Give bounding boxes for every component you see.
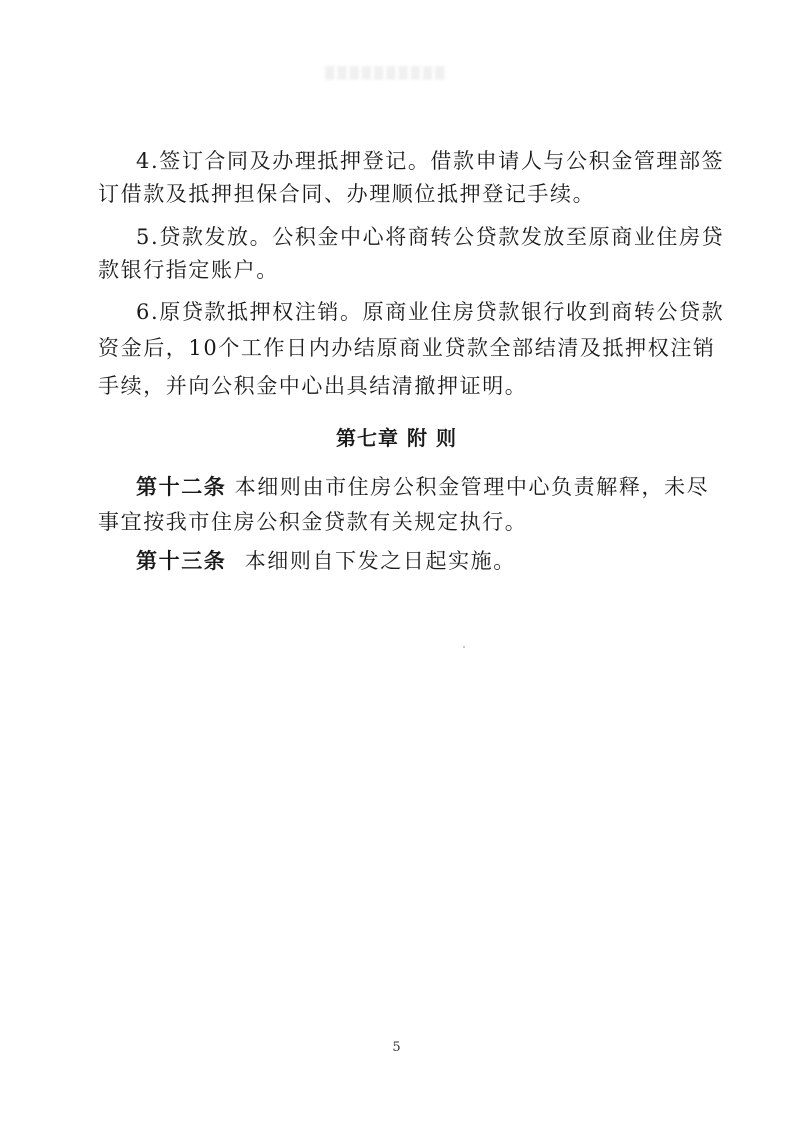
- faint-header-bleed: ▓▓▓▓▓▓▓▓▓▓: [325, 66, 448, 80]
- scan-speck: [463, 646, 465, 648]
- article12-line1: [136, 473, 710, 501]
- article12-text: 本细则由市住房公积金管理中心负责解释，未尽: [234, 475, 710, 499]
- item4-line2: 订借款及抵押担保合同、办理顺位抵押登记手续。: [98, 182, 596, 206]
- item6-line1: 6.原贷款抵押权注销。原商业住房贷款银行收到商转公贷款: [136, 300, 725, 324]
- article13-line: [136, 547, 516, 575]
- chapter-heading: 第七章 附 则: [336, 426, 457, 450]
- item6-line2: 资金后，10个工作日内办结原商业贷款全部结清及抵押权注销: [98, 336, 716, 360]
- article13-label: 第十三条: [136, 549, 227, 573]
- item5-line2: 款银行指定账户。: [98, 258, 279, 282]
- article12-label: 第十二条: [136, 475, 227, 499]
- item4-line1: 4.签订合同及办理抵押登记。借款申请人与公积金管理部签: [136, 149, 725, 173]
- page-number: 5: [392, 1040, 401, 1055]
- item6-line3: 手续，并向公积金中心出具结清撤押证明。: [98, 374, 528, 398]
- item5-line1: 5.贷款发放。公积金中心将商转公贷款发放至原商业住房贷: [136, 225, 725, 249]
- article13-text: 本细则自下发之日起实施。: [244, 549, 516, 573]
- article12-line2: 事宜按我市住房公积金贷款有关规定执行。: [98, 510, 528, 534]
